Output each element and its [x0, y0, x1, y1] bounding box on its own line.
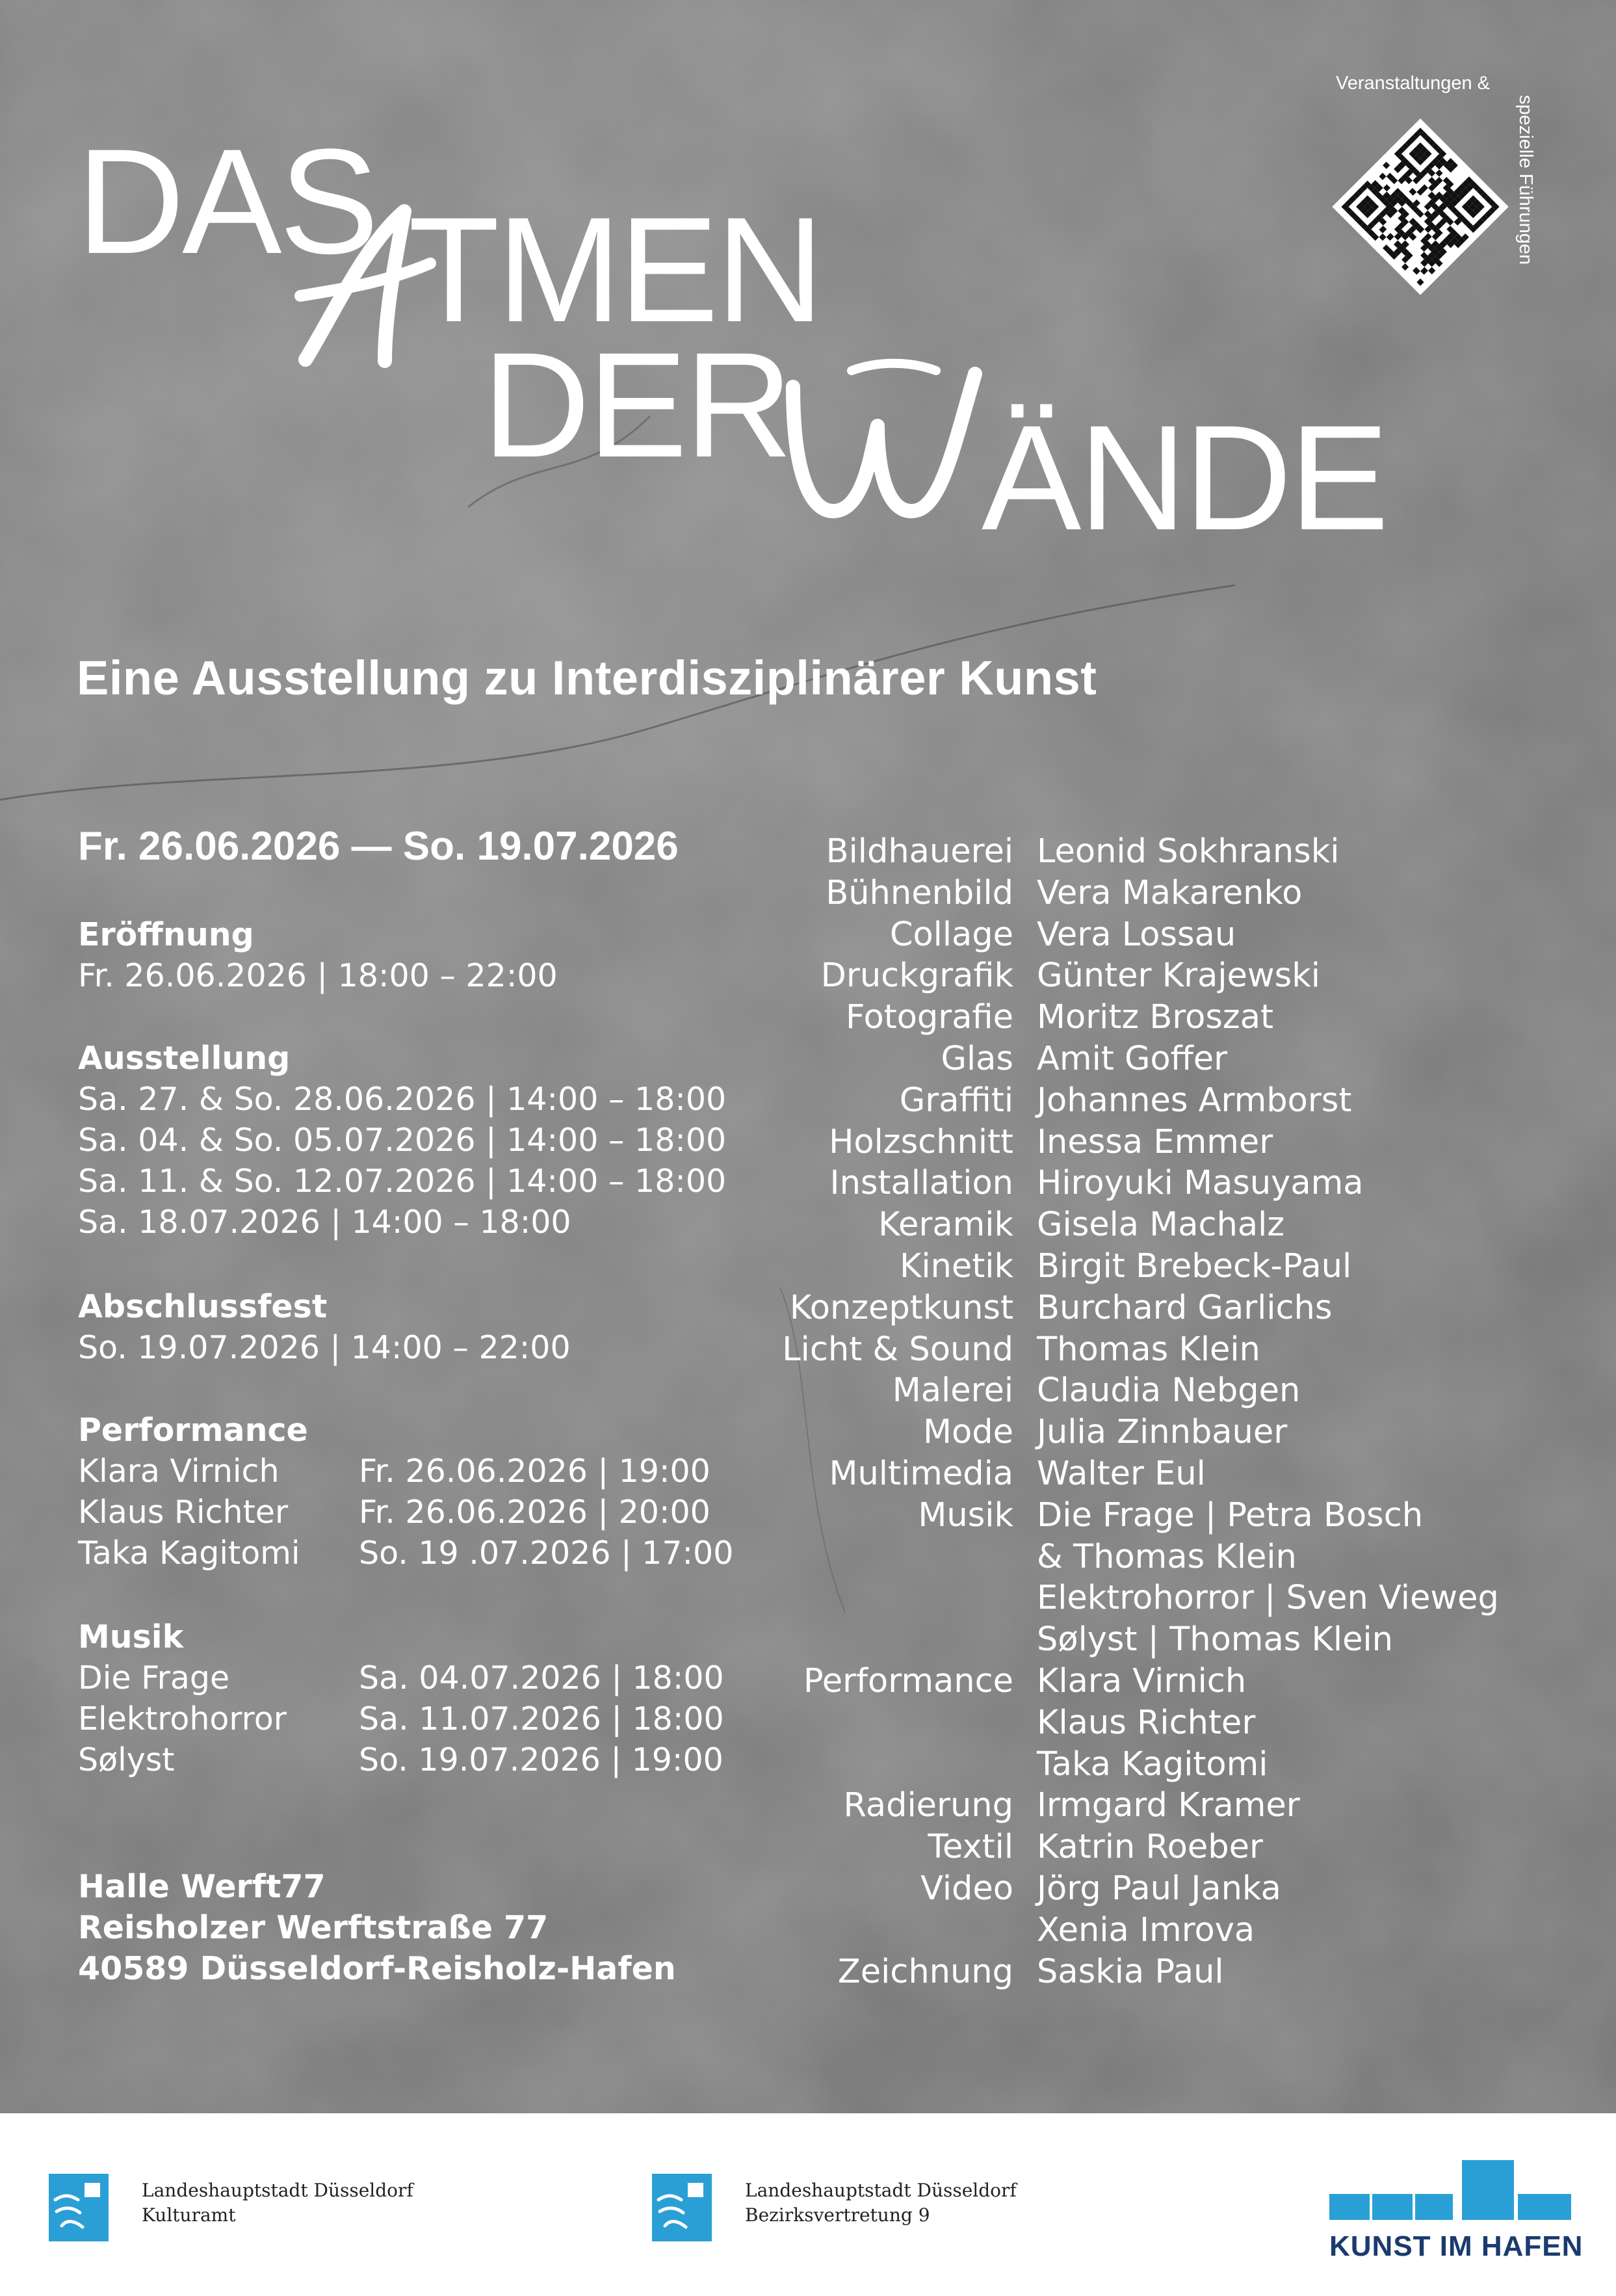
- artist-row: [715, 831, 1499, 873]
- artist-discipline: [715, 1702, 1037, 1744]
- logo-kulturamt-text: [142, 2178, 413, 2228]
- closing-line: So. 19.07.2026 | 14:00 – 22:00: [78, 1329, 571, 1366]
- music-row: [78, 1698, 724, 1739]
- artist-row: [715, 1537, 1499, 1578]
- artist-row: [715, 1038, 1499, 1080]
- music-act-name: Die Frage: [78, 1659, 230, 1696]
- title-script-w-glyph: [780, 348, 995, 543]
- logo-bezirk-text: [745, 2178, 1017, 2228]
- artist-discipline: Zeichnung: [837, 1952, 1013, 1991]
- title-ande: ÄNDE: [982, 394, 1387, 561]
- exhibition-heading: Ausstellung: [78, 1040, 291, 1077]
- music-date: Sa. 11.07.2026 | 18:00: [359, 1700, 724, 1737]
- music-heading: Musik: [78, 1618, 184, 1656]
- artist-discipline: Installation: [829, 1164, 1013, 1203]
- music-row: [78, 1657, 724, 1698]
- artist-name: Taka Kagitomi: [1037, 1745, 1268, 1784]
- performer-name: Klara Virnich: [78, 1453, 280, 1490]
- artist-discipline: Bühnenbild: [826, 873, 1013, 912]
- artist-row: [715, 1702, 1499, 1744]
- exhibition-line: Sa. 11. & So. 12.07.2026 | 14:00 – 18:00: [78, 1163, 727, 1200]
- qr-code-icon: [1332, 118, 1509, 295]
- artist-name: Hiroyuki Masuyama: [1037, 1164, 1364, 1203]
- venue-name: Halle Werft77: [78, 1868, 326, 1905]
- artist-name: Günter Krajewski: [1037, 957, 1320, 996]
- exhibition-line: Sa. 04. & So. 05.07.2026 | 14:00 – 18:00: [78, 1122, 727, 1159]
- artist-discipline: [715, 1744, 1037, 1786]
- performance-row: [78, 1492, 733, 1533]
- artist-discipline: Glas: [941, 1039, 1013, 1078]
- artist-name: Johannes Armborst: [1037, 1081, 1352, 1120]
- artist-row: [715, 1122, 1499, 1163]
- artist-name: Katrin Roeber: [1037, 1828, 1263, 1867]
- artist-name: Klaus Richter: [1037, 1703, 1256, 1742]
- exhibition-section: [78, 1038, 726, 1243]
- venue-city: 40589 Düsseldorf-Reisholz-Hafen: [78, 1950, 676, 1987]
- music-section: [78, 1616, 724, 1780]
- performance-date: Fr. 26.06.2026 | 20:00: [359, 1494, 710, 1531]
- artist-row: [715, 1619, 1499, 1661]
- artist-row: [715, 1577, 1499, 1619]
- artist-discipline: Kinetik: [899, 1247, 1013, 1286]
- artist-discipline: Multimedia: [829, 1454, 1013, 1493]
- artist-name: Sølyst | Thomas Klein: [1037, 1620, 1393, 1659]
- artist-row: [715, 997, 1499, 1038]
- artist-row: [715, 1329, 1499, 1371]
- artist-discipline: Textil: [928, 1828, 1013, 1867]
- venue-address: [78, 1866, 676, 1989]
- artist-discipline: [715, 1619, 1037, 1661]
- artist-name: Xenia Imrova: [1037, 1910, 1255, 1949]
- artist-name: Jörg Paul Janka: [1037, 1869, 1281, 1908]
- subtitle: Eine Ausstellung zu Interdisziplinärer Kunst: [77, 651, 1097, 705]
- schedule: [78, 826, 679, 867]
- qr-code-link[interactable]: [1329, 116, 1511, 298]
- duesseldorf-logo-icon: [652, 2174, 712, 2241]
- artist-discipline: [715, 1537, 1037, 1578]
- music-row: [78, 1739, 724, 1780]
- artist-list: [715, 831, 1499, 1992]
- artist-discipline: Video: [920, 1869, 1013, 1908]
- artist-name: Burchard Garlichs: [1037, 1288, 1333, 1327]
- artist-row: [715, 955, 1499, 997]
- artist-row: [715, 1951, 1499, 1993]
- artist-name: Klara Virnich: [1037, 1661, 1247, 1700]
- artist-row: [715, 1661, 1499, 1702]
- music-act-name: Elektrohorror: [78, 1700, 287, 1737]
- artist-row: [715, 1080, 1499, 1122]
- artist-row: [715, 1827, 1499, 1868]
- logo-kulturamt-line1: Landeshauptstadt Düsseldorf: [142, 2180, 413, 2201]
- logo-bezirk-line2: Bezirksvertretung 9: [745, 2204, 930, 2226]
- logo-bezirk-line1: Landeshauptstadt Düsseldorf: [745, 2180, 1017, 2201]
- performer-name: Taka Kagitomi: [78, 1535, 300, 1572]
- performance-section: [78, 1410, 733, 1574]
- title-der: DER: [482, 321, 790, 488]
- duesseldorf-logo-icon: [49, 2174, 109, 2241]
- artist-discipline: Radierung: [843, 1786, 1013, 1825]
- artist-discipline: Fotografie: [845, 998, 1013, 1037]
- footer: [0, 2113, 1616, 2296]
- artist-discipline: Holzschnitt: [829, 1122, 1013, 1161]
- performance-date: Fr. 26.06.2026 | 19:00: [359, 1453, 710, 1490]
- closing-heading: Abschlussfest: [78, 1288, 328, 1325]
- performance-row: [78, 1533, 733, 1574]
- artist-row: [715, 1287, 1499, 1329]
- artist-discipline: Licht & Sound: [782, 1330, 1013, 1369]
- artist-name: Vera Makarenko: [1037, 873, 1303, 912]
- artist-row: [715, 873, 1499, 914]
- artist-discipline: Graffiti: [899, 1081, 1013, 1120]
- exhibition-line: Sa. 18.07.2026 | 14:00 – 18:00: [78, 1204, 571, 1241]
- opening-heading: Eröffnung: [78, 916, 254, 953]
- artist-row: [715, 1370, 1499, 1412]
- performer-name: Klaus Richter: [78, 1494, 289, 1531]
- artist-discipline: Mode: [923, 1413, 1013, 1452]
- artist-name: Walter Eul: [1037, 1454, 1206, 1493]
- date-range: Fr. 26.06.2026 — So. 19.07.2026: [78, 824, 679, 869]
- artist-name: Leonid Sokhranski: [1037, 832, 1340, 871]
- closing-section: [78, 1286, 571, 1368]
- artist-discipline: Performance: [803, 1661, 1013, 1700]
- artist-row: [715, 1785, 1499, 1827]
- artist-discipline: Keramik: [878, 1206, 1013, 1245]
- music-date: So. 19.07.2026 | 19:00: [359, 1741, 723, 1778]
- artist-name: Amit Goffer: [1037, 1039, 1228, 1078]
- opening-line: Fr. 26.06.2026 | 18:00 – 22:00: [78, 957, 558, 994]
- music-date: Sa. 04.07.2026 | 18:00: [359, 1659, 724, 1696]
- artist-discipline: Bildhauerei: [826, 832, 1013, 871]
- artist-discipline: [715, 1577, 1037, 1619]
- artist-name: Elektrohorror | Sven Vieweg: [1037, 1579, 1499, 1618]
- artist-row: [715, 914, 1499, 956]
- opening-section: [78, 914, 558, 996]
- title-tmen: TMEN: [408, 186, 822, 353]
- artist-name: Vera Lossau: [1037, 915, 1236, 954]
- qr-label-side: spezielle Führungen: [1515, 95, 1536, 265]
- artist-row: [715, 1204, 1499, 1246]
- exhibition-line: Sa. 27. & So. 28.06.2026 | 14:00 – 18:00: [78, 1081, 727, 1118]
- artist-name: Saskia Paul: [1037, 1952, 1224, 1991]
- artist-name: Thomas Klein: [1037, 1330, 1260, 1369]
- performance-date: So. 19 .07.2026 | 17:00: [359, 1535, 734, 1572]
- artist-row: [715, 1412, 1499, 1453]
- kunst-im-hafen-text: KUNST IM HAFEN: [1329, 2230, 1583, 2262]
- venue-street: Reisholzer Werftstraße 77: [78, 1909, 549, 1946]
- artist-discipline: Malerei: [892, 1371, 1013, 1410]
- artist-name: Die Frage | Petra Bosch: [1037, 1496, 1424, 1535]
- artist-row: [715, 1163, 1499, 1204]
- artist-row: [715, 1246, 1499, 1287]
- artist-row: [715, 1868, 1499, 1910]
- artist-name: Claudia Nebgen: [1037, 1371, 1301, 1410]
- performance-heading: Performance: [78, 1412, 308, 1449]
- artist-row: [715, 1744, 1499, 1786]
- logo-kulturamt-line2: Kulturamt: [142, 2204, 236, 2226]
- qr-label-top: Veranstaltungen &: [1336, 73, 1491, 94]
- artist-discipline: Druckgrafik: [820, 957, 1013, 996]
- artist-discipline: [715, 1910, 1037, 1951]
- artist-row: [715, 1453, 1499, 1495]
- artist-discipline: Collage: [889, 915, 1013, 954]
- kunst-im-hafen-logo-icon: [1329, 2160, 1571, 2225]
- artist-name: Irmgard Kramer: [1037, 1786, 1300, 1825]
- artist-name: Birgit Brebeck-Paul: [1037, 1247, 1352, 1286]
- artist-name: Moritz Broszat: [1037, 998, 1273, 1037]
- artist-name: Gisela Machalz: [1037, 1206, 1285, 1245]
- title-das: DAS: [77, 118, 376, 285]
- artist-row: [715, 1495, 1499, 1537]
- performance-row: [78, 1451, 733, 1492]
- artist-name: Inessa Emmer: [1037, 1122, 1273, 1161]
- artist-discipline: Konzeptkunst: [789, 1288, 1013, 1327]
- artist-discipline: Musik: [918, 1496, 1013, 1535]
- artist-name: & Thomas Klein: [1037, 1537, 1297, 1576]
- artist-row: [715, 1910, 1499, 1951]
- artist-name: Julia Zinnbauer: [1037, 1413, 1288, 1452]
- music-act-name: Sølyst: [78, 1741, 175, 1778]
